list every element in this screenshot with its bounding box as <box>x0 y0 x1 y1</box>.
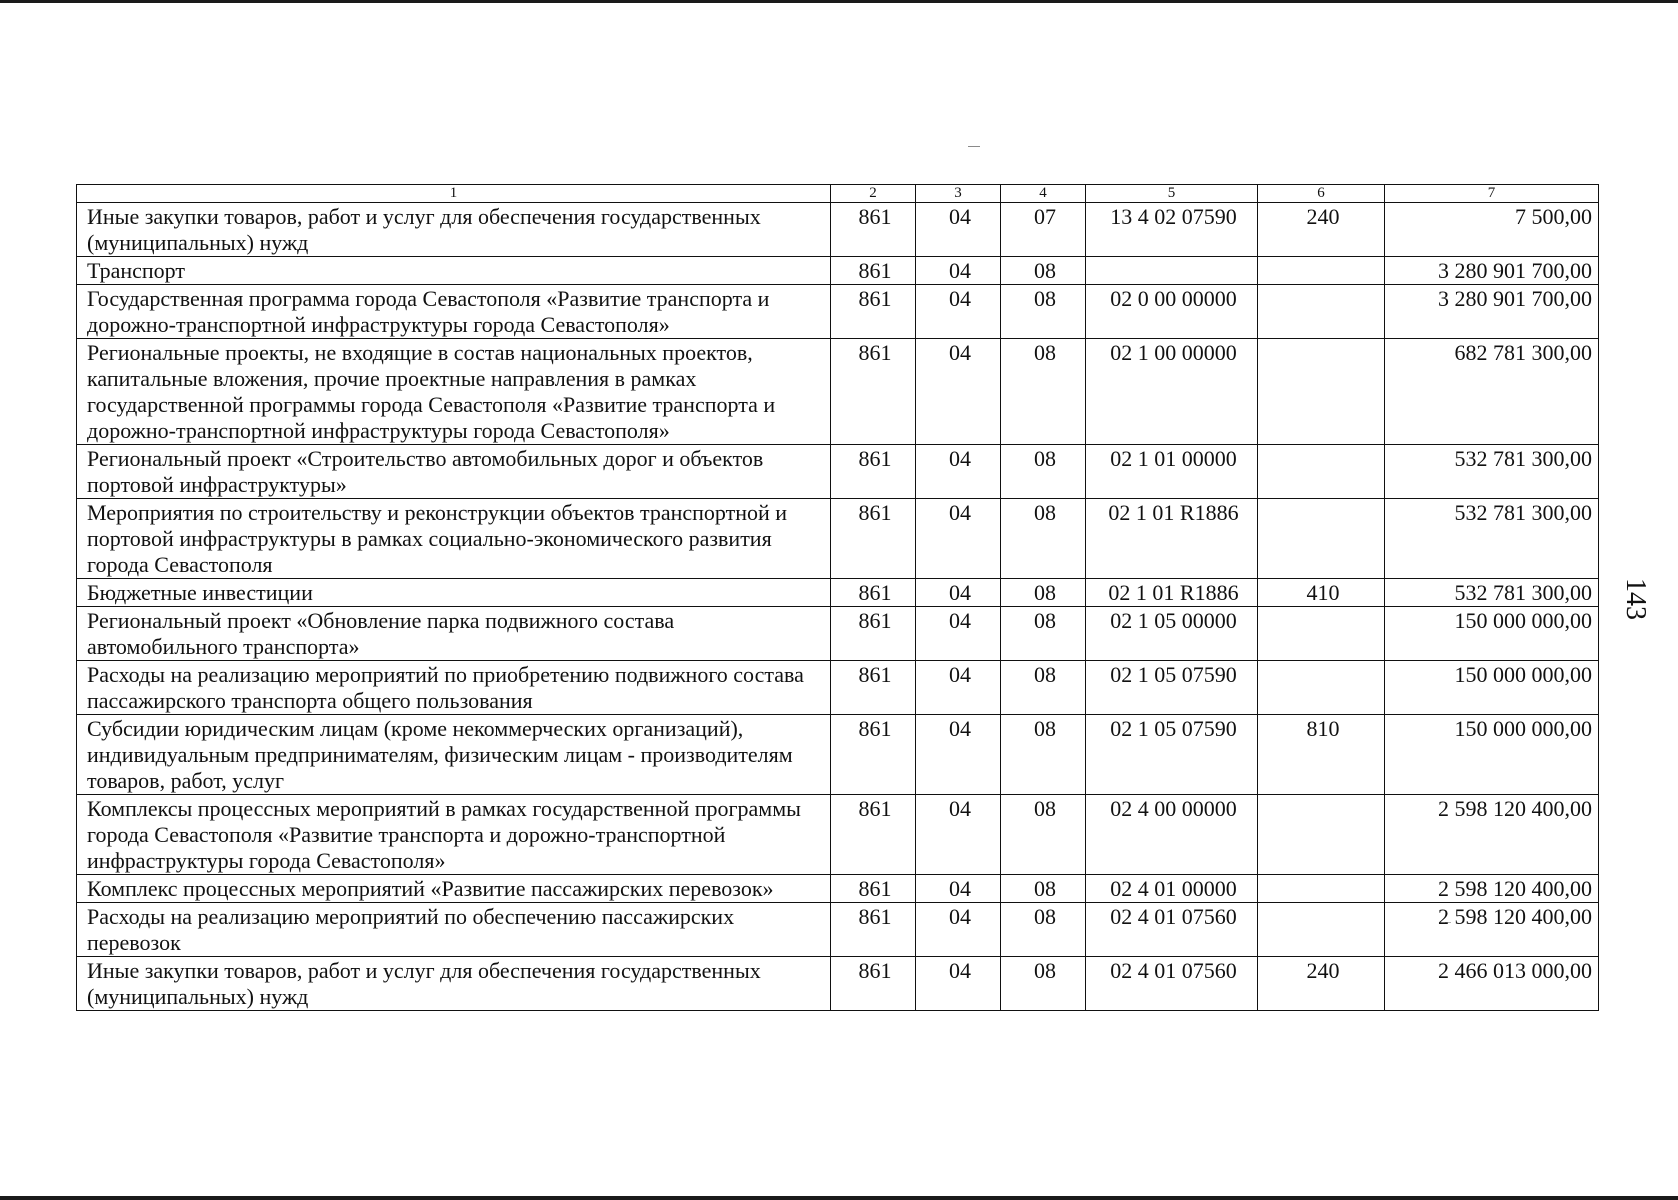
table-row <box>77 203 1599 257</box>
row-ved: 861 <box>831 661 916 715</box>
table-row <box>77 445 1599 499</box>
row-ved: 861 <box>831 203 916 257</box>
row-amount: 532 781 300,00 <box>1385 445 1599 499</box>
row-pr: 08 <box>1001 499 1086 579</box>
row-name: Комплексы процессных мероприятий в рамках государственной программы города Севастополя «Развитие транспорта и дорожно-транспортной инфраструктуры города Севастополя» <box>77 795 831 875</box>
row-rz: 04 <box>916 499 1001 579</box>
row-name: Субсидии юридическим лицам (кроме некоммерческих организаций), индивидуальным предпринимателям, физическим лицам - производителям товаров, работ, услуг <box>77 715 831 795</box>
row-vr <box>1258 257 1385 285</box>
row-csr <box>1086 257 1258 285</box>
table-row <box>77 875 1599 903</box>
table-row <box>77 661 1599 715</box>
row-rz: 04 <box>916 203 1001 257</box>
row-name: Комплекс процессных мероприятий «Развитие пассажирских перевозок» <box>77 875 831 903</box>
row-vr <box>1258 903 1385 957</box>
row-amount: 3 280 901 700,00 <box>1385 257 1599 285</box>
row-amount: 150 000 000,00 <box>1385 661 1599 715</box>
row-name: Расходы на реализацию мероприятий по приобретению подвижного состава пассажирского транспорта общего пользования <box>77 661 831 715</box>
row-amount: 150 000 000,00 <box>1385 715 1599 795</box>
row-vr: 240 <box>1258 957 1385 1011</box>
row-ved: 861 <box>831 257 916 285</box>
row-pr: 08 <box>1001 661 1086 715</box>
row-pr: 08 <box>1001 285 1086 339</box>
row-amount: 2 598 120 400,00 <box>1385 903 1599 957</box>
table-row <box>77 579 1599 607</box>
row-csr: 02 1 01 R1886 <box>1086 579 1258 607</box>
row-csr: 02 4 01 00000 <box>1086 875 1258 903</box>
table-row <box>77 257 1599 285</box>
row-name: Расходы на реализацию мероприятий по обеспечению пассажирских перевозок <box>77 903 831 957</box>
table-row <box>77 339 1599 445</box>
row-name: Транспорт <box>77 257 831 285</box>
row-csr: 02 1 00 00000 <box>1086 339 1258 445</box>
row-amount: 532 781 300,00 <box>1385 579 1599 607</box>
row-ved: 861 <box>831 795 916 875</box>
row-pr: 08 <box>1001 445 1086 499</box>
row-rz: 04 <box>916 795 1001 875</box>
column-number: 3 <box>916 185 1001 203</box>
row-ved: 861 <box>831 499 916 579</box>
table-row <box>77 499 1599 579</box>
row-ved: 861 <box>831 957 916 1011</box>
row-vr <box>1258 875 1385 903</box>
row-pr: 08 <box>1001 715 1086 795</box>
row-name: Иные закупки товаров, работ и услуг для обеспечения государственных (муниципальных) нужд <box>77 957 831 1011</box>
row-name: Мероприятия по строительству и реконструкции объектов транспортной и портовой инфраструктуры в рамках социально-экономического развития города Севастополя <box>77 499 831 579</box>
row-pr: 08 <box>1001 875 1086 903</box>
row-ved: 861 <box>831 607 916 661</box>
row-vr: 810 <box>1258 715 1385 795</box>
row-vr: 410 <box>1258 579 1385 607</box>
row-rz: 04 <box>916 339 1001 445</box>
table-row <box>77 285 1599 339</box>
row-rz: 04 <box>916 257 1001 285</box>
row-csr: 02 1 01 R1886 <box>1086 499 1258 579</box>
row-amount: 532 781 300,00 <box>1385 499 1599 579</box>
row-csr: 02 4 00 00000 <box>1086 795 1258 875</box>
column-number: 6 <box>1258 185 1385 203</box>
row-rz: 04 <box>916 607 1001 661</box>
row-amount: 3 280 901 700,00 <box>1385 285 1599 339</box>
budget-table <box>76 184 1599 1011</box>
column-number: 2 <box>831 185 916 203</box>
scan-edge-top <box>0 0 1678 3</box>
row-csr: 02 0 00 00000 <box>1086 285 1258 339</box>
column-number: 1 <box>77 185 831 203</box>
row-amount: 2 466 013 000,00 <box>1385 957 1599 1011</box>
row-rz: 04 <box>916 285 1001 339</box>
scan-speck <box>968 146 980 147</box>
row-csr: 02 4 01 07560 <box>1086 957 1258 1011</box>
row-ved: 861 <box>831 579 916 607</box>
row-vr <box>1258 445 1385 499</box>
row-pr: 08 <box>1001 607 1086 661</box>
row-amount: 2 598 120 400,00 <box>1385 875 1599 903</box>
table-row <box>77 957 1599 1011</box>
row-ved: 861 <box>831 285 916 339</box>
row-ved: 861 <box>831 903 916 957</box>
column-number: 5 <box>1086 185 1258 203</box>
page-number: 143 <box>1620 578 1651 620</box>
column-number: 7 <box>1385 185 1599 203</box>
row-csr: 02 1 05 07590 <box>1086 661 1258 715</box>
row-pr: 08 <box>1001 339 1086 445</box>
row-ved: 861 <box>831 715 916 795</box>
row-vr <box>1258 285 1385 339</box>
row-vr: 240 <box>1258 203 1385 257</box>
row-vr <box>1258 607 1385 661</box>
row-pr: 08 <box>1001 957 1086 1011</box>
row-rz: 04 <box>916 661 1001 715</box>
column-number: 4 <box>1001 185 1086 203</box>
row-amount: 150 000 000,00 <box>1385 607 1599 661</box>
row-name: Региональные проекты, не входящие в состав национальных проектов, капитальные вложения, прочие проектные направления в рамках государственной программы города Севастополя «Развитие транспорта и дорожно-транспортной инфраструктуры города Севастополя» <box>77 339 831 445</box>
table-row <box>77 795 1599 875</box>
column-number-row <box>77 185 1599 203</box>
table-row <box>77 715 1599 795</box>
row-rz: 04 <box>916 445 1001 499</box>
row-name: Региональный проект «Обновление парка подвижного состава автомобильного транспорта» <box>77 607 831 661</box>
row-pr: 08 <box>1001 257 1086 285</box>
row-rz: 04 <box>916 903 1001 957</box>
row-rz: 04 <box>916 875 1001 903</box>
table-row <box>77 903 1599 957</box>
row-ved: 861 <box>831 445 916 499</box>
row-pr: 08 <box>1001 795 1086 875</box>
row-rz: 04 <box>916 715 1001 795</box>
row-pr: 08 <box>1001 579 1086 607</box>
row-ved: 861 <box>831 875 916 903</box>
row-pr: 07 <box>1001 203 1086 257</box>
row-csr: 02 1 05 07590 <box>1086 715 1258 795</box>
row-csr: 02 1 05 00000 <box>1086 607 1258 661</box>
row-amount: 7 500,00 <box>1385 203 1599 257</box>
row-pr: 08 <box>1001 903 1086 957</box>
row-amount: 682 781 300,00 <box>1385 339 1599 445</box>
row-amount: 2 598 120 400,00 <box>1385 795 1599 875</box>
row-rz: 04 <box>916 957 1001 1011</box>
row-vr <box>1258 661 1385 715</box>
row-csr: 13 4 02 07590 <box>1086 203 1258 257</box>
row-name: Региональный проект «Строительство автомобильных дорог и объектов портовой инфраструктуры» <box>77 445 831 499</box>
row-vr <box>1258 339 1385 445</box>
table-row <box>77 607 1599 661</box>
row-vr <box>1258 499 1385 579</box>
row-name: Бюджетные инвестиции <box>77 579 831 607</box>
row-vr <box>1258 795 1385 875</box>
row-csr: 02 1 01 00000 <box>1086 445 1258 499</box>
row-name: Иные закупки товаров, работ и услуг для обеспечения государственных (муниципальных) нужд <box>77 203 831 257</box>
row-name: Государственная программа города Севастополя «Развитие транспорта и дорожно-транспортной инфраструктуры города Севастополя» <box>77 285 831 339</box>
scan-edge-bottom <box>0 1196 1678 1200</box>
row-ved: 861 <box>831 339 916 445</box>
row-rz: 04 <box>916 579 1001 607</box>
row-csr: 02 4 01 07560 <box>1086 903 1258 957</box>
